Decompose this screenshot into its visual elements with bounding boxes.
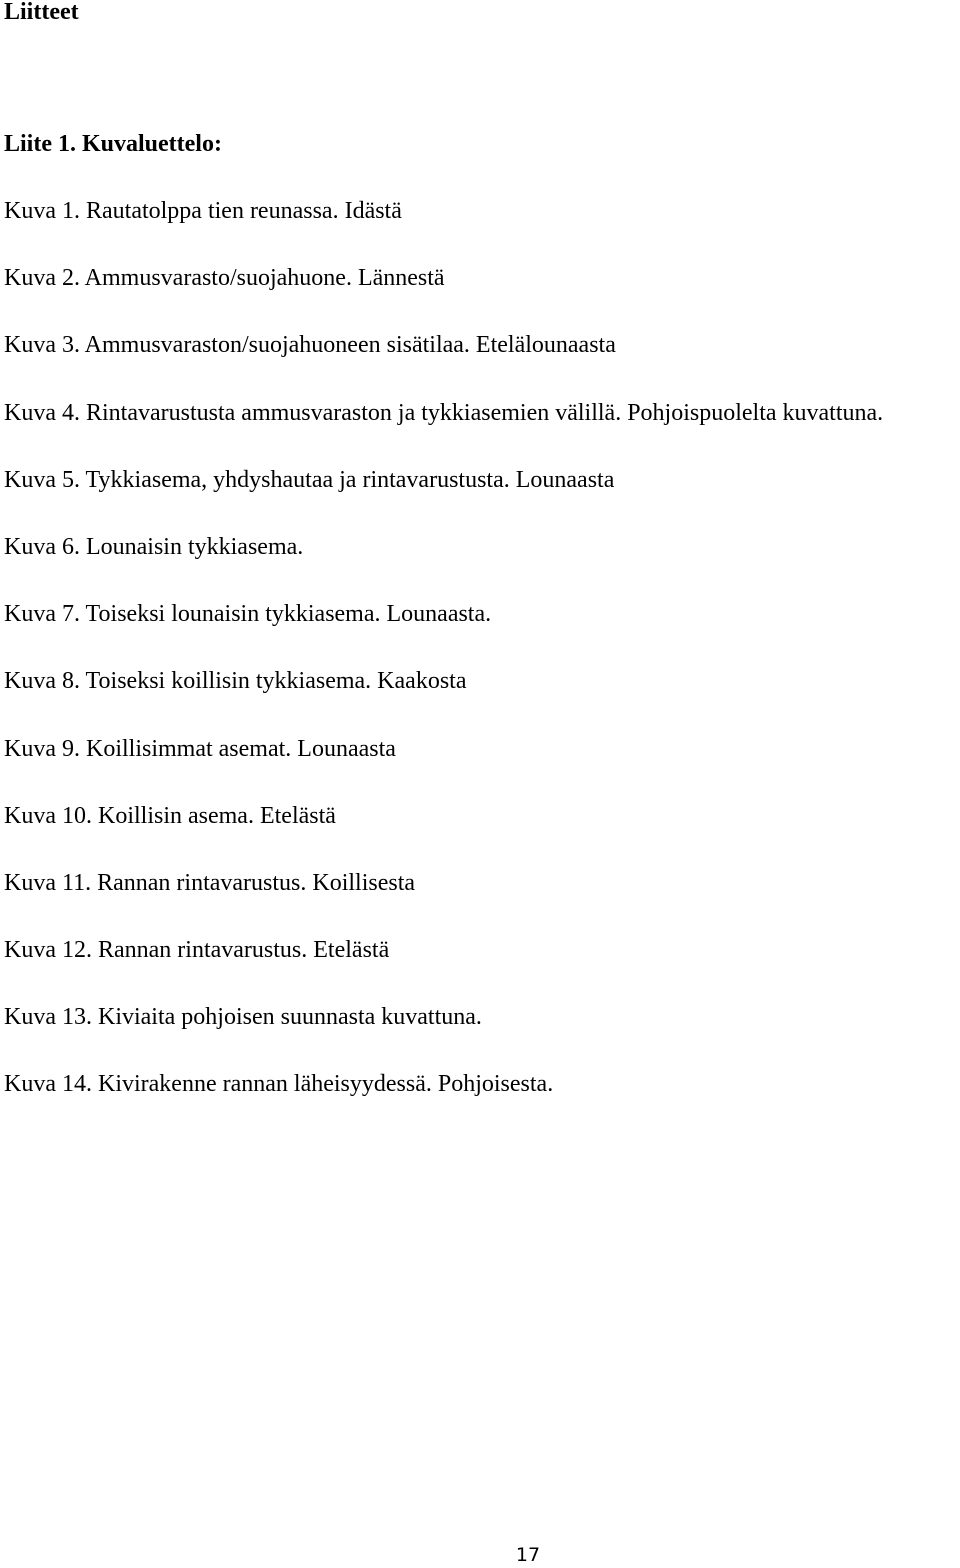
figure-list-item: Kuva 1. Rautatolppa tien reunassa. Idästä	[4, 198, 402, 224]
figure-list-item: Kuva 14. Kivirakenne rannan läheisyydessä. Pohjoisesta.	[4, 1071, 554, 1098]
page-heading: Liitteet	[4, 0, 79, 25]
figure-list-item: Kuva 13. Kiviaita pohjoisen suunnasta kuvattuna.	[4, 1004, 482, 1031]
figure-list-item: Kuva 7. Toiseksi lounaisin tykkiasema. Lounaasta.	[4, 601, 492, 628]
page-number: 17	[515, 1544, 541, 1566]
figure-list-item: Kuva 3. Ammusvaraston/suojahuoneen sisätilaa. Etelälounaasta	[4, 332, 616, 359]
figure-list-item: Kuva 9. Koillisimmat asemat. Lounaasta	[4, 735, 396, 762]
figure-list-item: Kuva 5. Tykkiasema, yhdyshautaa ja rintavarustusta. Lounaasta	[4, 466, 615, 493]
figure-list-item: Kuva 8. Toiseksi koillisin tykkiasema. Kaakosta	[4, 668, 467, 695]
figure-list-item: Kuva 6. Lounaisin tykkiasema.	[4, 533, 304, 560]
figure-list-item: Kuva 2. Ammusvarasto/suojahuone. Lännestä	[4, 265, 445, 292]
figure-list-item: Kuva 4. Rintavarustusta ammusvaraston ja tykkiasemien välillä. Pohjoispuolelta kuvattuna.	[4, 399, 884, 426]
figure-list-item: Kuva 12. Rannan rintavarustus. Etelästä	[4, 937, 390, 964]
figure-list-item: Kuva 10. Koillisin asema. Etelästä	[4, 802, 336, 829]
figure-list-item: Kuva 11. Rannan rintavarustus. Koillisesta	[4, 869, 416, 896]
appendix-title: Liite 1. Kuvaluettelo:	[4, 131, 222, 157]
figure-list	[4, 199, 883, 1140]
